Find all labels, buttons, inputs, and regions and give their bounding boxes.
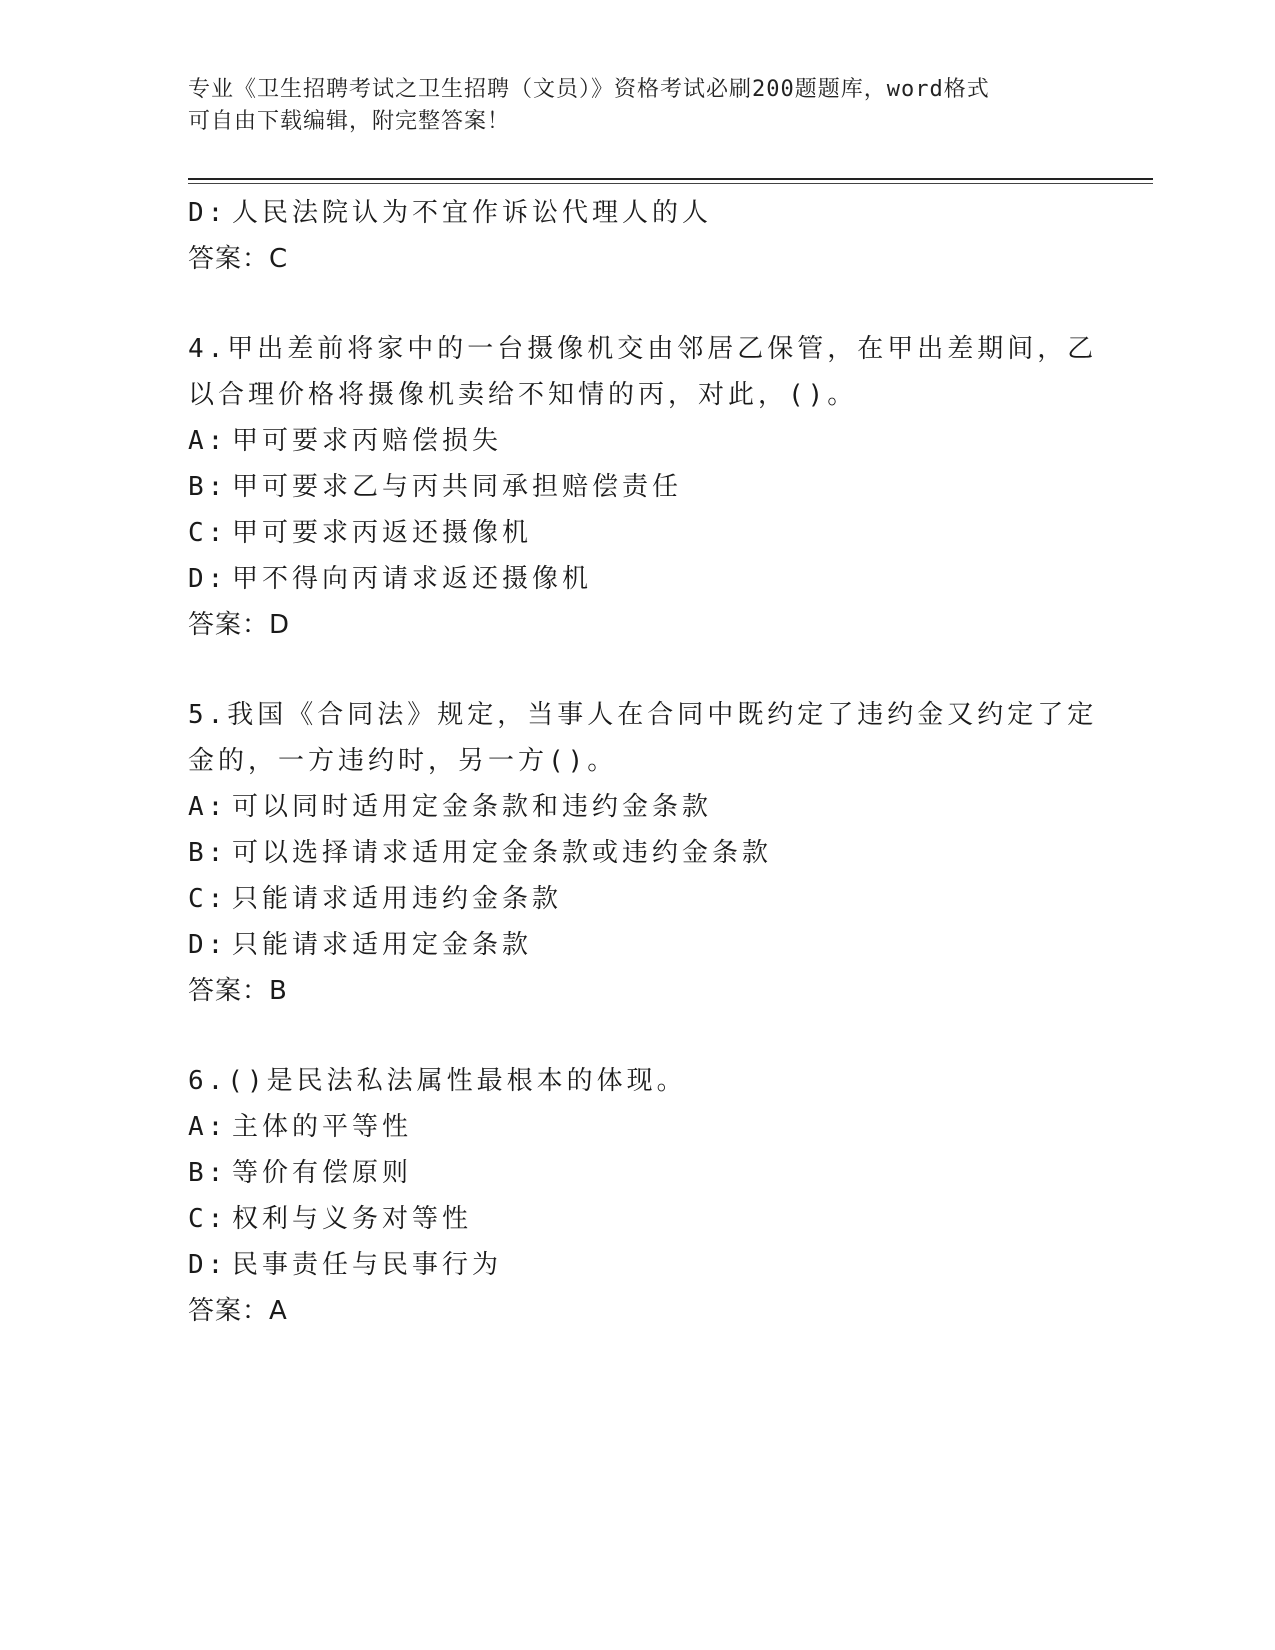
question-stem-line: 6.()是民法私法属性最根本的体现。: [188, 1066, 687, 1096]
question-stem-line: 4.甲出差前将家中的一台摄像机交由邻居乙保管，在甲出差期间，乙: [188, 334, 1098, 364]
option-text: 只能请求适用违约金条款: [232, 884, 563, 914]
option-text: 可以同时适用定金条款和违约金条款: [232, 792, 713, 822]
option-text: 民事责任与民事行为: [232, 1250, 503, 1280]
document-header: [188, 74, 1068, 138]
option-label: B:: [188, 1158, 228, 1188]
header-divider-thick: [188, 178, 1153, 180]
option-label: A:: [188, 426, 228, 456]
spacer: [188, 648, 1088, 692]
option-text: 权利与义务对等性: [232, 1204, 473, 1234]
spacer: [188, 1014, 1088, 1058]
header-divider-thin: [188, 183, 1153, 184]
option-text: 人民法院认为不宜作诉讼代理人的人: [232, 198, 713, 228]
option-label: B:: [188, 472, 228, 502]
option-text: 甲不得向丙请求返还摄像机: [232, 564, 593, 594]
question-5: [188, 692, 1098, 1014]
question-stem-line: 5.我国《合同法》规定，当事人在合同中既约定了违约金又约定了定: [188, 700, 1098, 730]
header-line-1: 专业《卫生招聘考试之卫生招聘（文员）》资格考试必刷200题题库，word格式: [188, 77, 990, 102]
option-label: D:: [188, 930, 228, 960]
option-label: C:: [188, 1204, 228, 1234]
option-d: [188, 556, 1088, 602]
answer: 答案：B: [188, 976, 288, 1006]
option-text: 等价有偿原则: [232, 1158, 413, 1188]
option-text: 只能请求适用定金条款: [232, 930, 533, 960]
option-label: C:: [188, 518, 228, 548]
option-d: [188, 922, 1088, 968]
option-label: D:: [188, 198, 228, 228]
option-label: C:: [188, 884, 228, 914]
answer: 答案：A: [188, 1296, 288, 1326]
spacer: [188, 282, 1088, 326]
option-text: 甲可要求丙赔偿损失: [232, 426, 503, 456]
option-d: [188, 1242, 1088, 1288]
option-label: A:: [188, 1112, 228, 1142]
option-a: [188, 418, 1088, 464]
option-label: A:: [188, 792, 228, 822]
option-c: [188, 1196, 1088, 1242]
option-text: 主体的平等性: [232, 1112, 413, 1142]
option-a: [188, 1104, 1088, 1150]
option-c: [188, 876, 1088, 922]
option-a: [188, 784, 1088, 830]
option-label: D:: [188, 564, 228, 594]
option-text: 甲可要求乙与丙共同承担赔偿责任: [232, 472, 683, 502]
header-line-2: 可自由下载编辑，附完整答案！: [188, 109, 511, 134]
option-label: D:: [188, 1250, 228, 1280]
option-b: [188, 464, 1088, 510]
answer: 答案：D: [188, 610, 291, 640]
option-text: 可以选择请求适用定金条款或违约金条款: [232, 838, 773, 868]
question-stem-line: 以合理价格将摄像机卖给不知情的丙，对此，()。: [188, 380, 858, 410]
option-c: [188, 510, 1088, 556]
question-content: [188, 190, 1098, 1334]
question-6: [188, 1058, 1088, 1334]
question-4: [188, 326, 1098, 648]
question-stem-line: 金的，一方违约时，另一方()。: [188, 746, 618, 776]
option-b: [188, 830, 1088, 876]
prev-answer: 答案：C: [188, 244, 289, 274]
option-text: 甲可要求丙返还摄像机: [232, 518, 533, 548]
prev-option-d: [188, 190, 1088, 236]
option-b: [188, 1150, 1088, 1196]
option-label: B:: [188, 838, 228, 868]
